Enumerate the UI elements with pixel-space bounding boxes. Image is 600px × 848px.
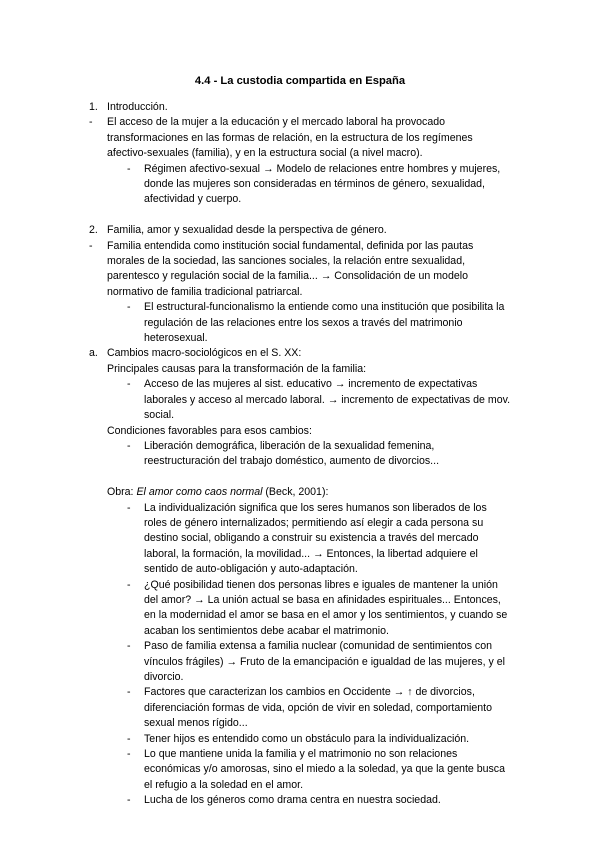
sub-list-item — [0, 732, 600, 747]
dash-bullet: - — [127, 794, 131, 807]
dash-bullet: - — [127, 578, 131, 591]
sub-list-item — [0, 300, 600, 346]
page-title: 4.4 - La custodia compartida en España — [194, 75, 406, 87]
section-heading: Familia, amor y sexualidad desde la perspectiva de género. — [107, 224, 387, 237]
dash-bullet: - — [127, 378, 131, 391]
dash-bullet: - — [127, 686, 131, 699]
sub-list-item-text: Régimen afectivo-sexual → Modelo de relaciones entre hombres y mujeres, donde las mujeres son consideradas en términos de género, sexualidad, afectividad y cuerpo. — [144, 162, 501, 206]
obra-label: Obra: — [107, 486, 134, 499]
dash-bullet: - — [89, 239, 93, 252]
section-heading: Introducción. — [107, 101, 168, 113]
section-1-heading — [0, 100, 600, 115]
sub-list-item — [0, 578, 600, 640]
dash-bullet: - — [127, 640, 131, 653]
sub-list-item — [0, 439, 600, 470]
spacer — [0, 470, 600, 485]
sub-list-item — [0, 377, 600, 423]
sub-list-item-text: Acceso de las mujeres al sist. educativo → incremento de expectativas laborales y acceso al mercado laboral. → incremento de expectativas de mov. social. — [144, 378, 511, 422]
sub-list-item-text: Paso de familia extensa a familia nuclear (comunidad de sentimientos con vínculos frágiles) → Fruto de la emancipación e igualdad de las mujeres, y el divorcio. — [144, 640, 505, 683]
sub-list-item — [0, 793, 600, 808]
dash-bullet: - — [127, 162, 131, 175]
list-letter: a. — [89, 347, 98, 360]
sub-list-item-text: Liberación demográfica, liberación de la sexualidad femenina, reestructuración del trabajo doméstico, aumento de divorcios... — [144, 439, 440, 468]
list-number: 1. — [89, 101, 98, 113]
sub-list-item — [0, 639, 600, 685]
sub-list-item-text: Lo que mantiene unida la familia y el matrimonio no son relaciones económicas y/o amorosas, sino el miedo a la soledad, ya que la gente busca el refugio a la soledad en el amor. — [144, 748, 505, 791]
sub-list-item-text: Factores que caracterizan los cambios en Occidente → ↑ de divorcios, diferenciación formas de vida, opción de vivir en soledad, comportamiento sexual menos rígido... — [144, 686, 493, 730]
sub-list-item-text: ¿Qué posibilidad tienen dos personas libres e iguales de mantener la unión del amor? → La unión actual se basa en afinidades espirituales... Entonces, en la modernidad el amor se basa en el amor y los sentimientos, y cuando se acaban los sentimientos debe acabar el matrimonio. — [144, 578, 508, 637]
list-item — [0, 239, 600, 301]
dash-bullet: - — [127, 748, 131, 761]
document-body — [0, 100, 600, 809]
sub-list-item — [0, 685, 600, 731]
obra-reference — [107, 485, 507, 500]
sub-list-item-text: El estructural-funcionalismo la entiende como una institución que posibilita la regulación de las relaciones entre los sexos a través del matrimonio heterosexual. — [144, 301, 505, 345]
dash-bullet: - — [127, 732, 131, 745]
obra-citation: (Beck, 2001): — [265, 486, 329, 499]
sub-list-item — [0, 501, 600, 578]
section-heading: Cambios macro-sociológicos en el S. XX: — [107, 347, 302, 360]
spacer — [0, 208, 600, 223]
obra-title: El amor como caos normal — [136, 486, 263, 499]
dash-bullet: - — [127, 501, 131, 514]
list-item — [0, 115, 600, 161]
dash-bullet: - — [127, 301, 131, 314]
list-item-text: El acceso de la mujer a la educación y el mercado laboral ha provocado transformaciones en las formas de relación, en la estructura de los regímenes afectivo-sexuales (familia), y en la estructura social (a nivel macro). — [107, 116, 473, 160]
conditions-label — [0, 424, 600, 439]
sub-list-item-text: Tener hijos es entendido como un obstáculo para la individualización. — [144, 732, 470, 745]
sub-list-item-text: La individualización significa que los seres humanos son liberados de los roles de género internalizados; permitiendo así elegir a cada persona su destino social, obligando a construir su existencia a través del mercado laboral, la formación, la movilidad... → Entonces, la libertad adquiere el sentido de auto-obligación y auto-adaptación. — [144, 501, 487, 576]
list-number: 2. — [89, 224, 98, 237]
dash-bullet: - — [127, 439, 131, 452]
sub-list-item — [0, 747, 600, 793]
section-2-heading — [0, 223, 600, 238]
list-item-text: Familia entendida como institución social fundamental, definida por las pautas morales de la sociedad, las sanciones sociales, la relación entre sexualidad, parentesco y regulación social de la familia... → Consolidación de un modelo normativo de familia tradicional patriarcal. — [107, 239, 474, 298]
paragraph-label: Principales causas para la transformación de la familia: — [107, 362, 367, 375]
section-a-heading — [0, 346, 600, 361]
sub-list-item — [0, 162, 600, 208]
causes-label — [0, 362, 600, 377]
dash-bullet: - — [89, 116, 93, 129]
paragraph-label: Condiciones favorables para esos cambios: — [107, 424, 312, 437]
obra-line — [0, 485, 600, 500]
sub-list-item-text: Lucha de los géneros como drama centra en nuestra sociedad. — [144, 794, 441, 807]
